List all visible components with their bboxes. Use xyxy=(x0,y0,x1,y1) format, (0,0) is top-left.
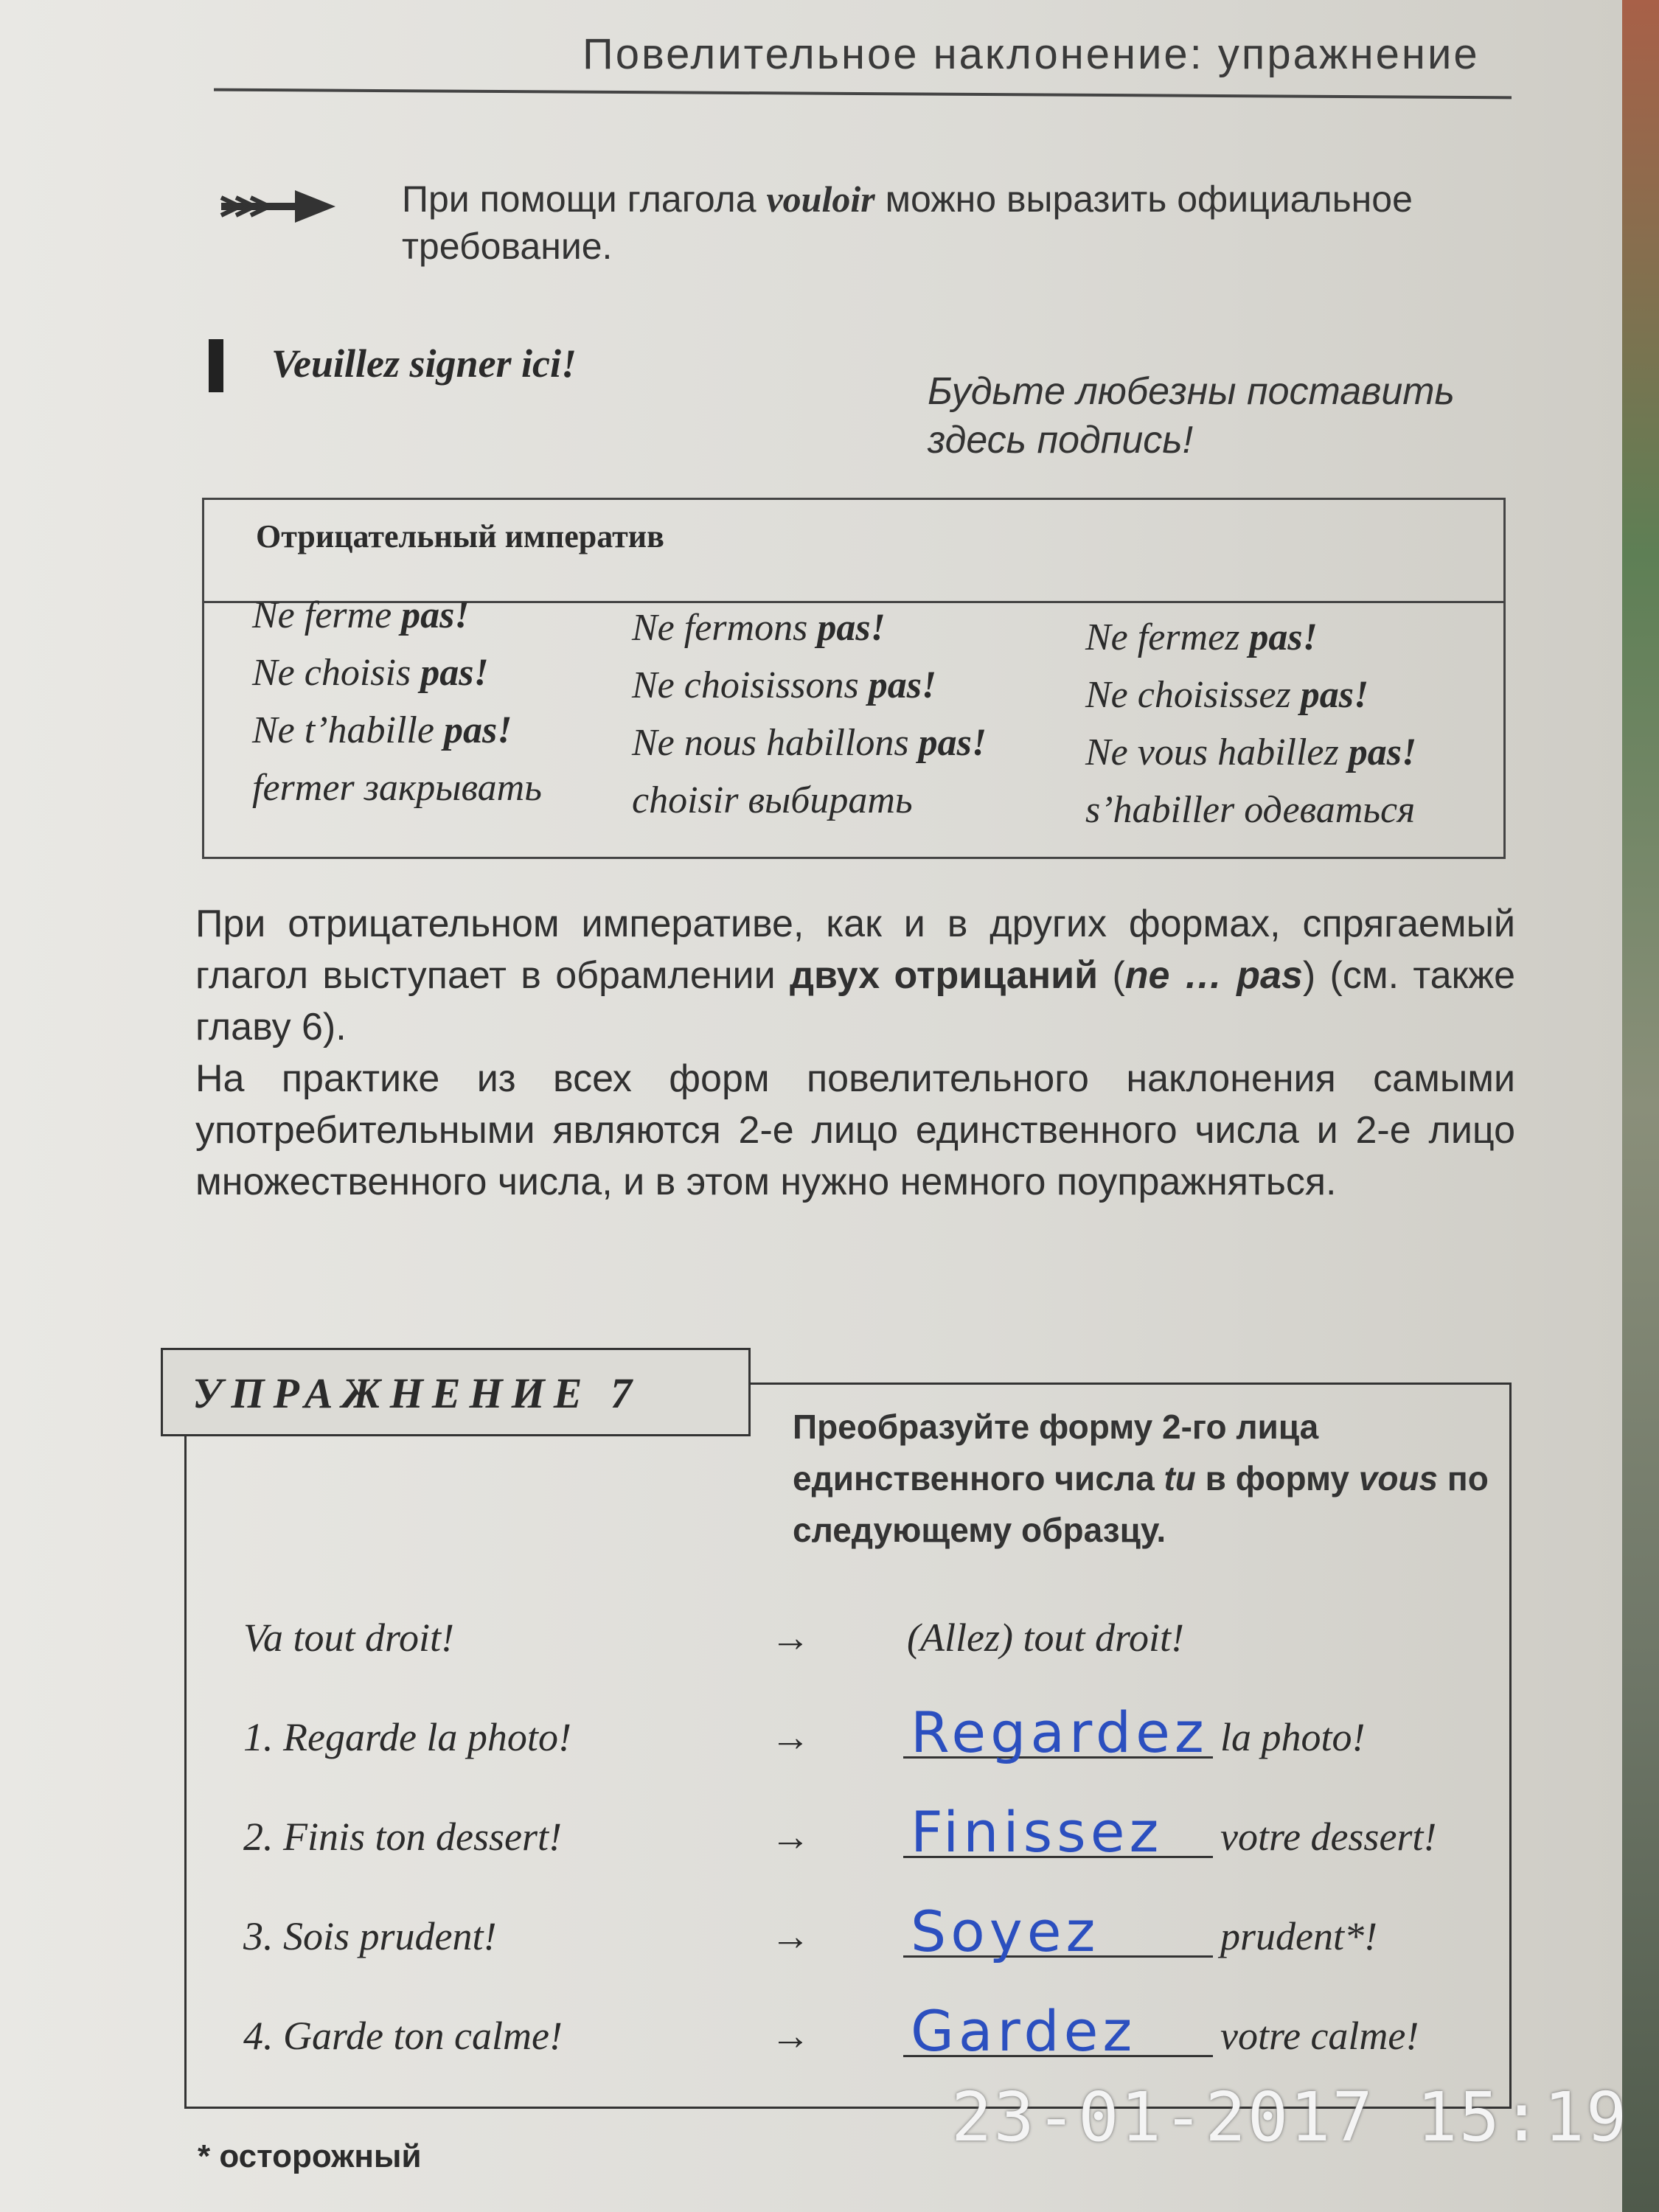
example-french: Veuillez signer ici! xyxy=(271,341,577,386)
background-edge xyxy=(1622,0,1659,2212)
table-cell: fermer закрывать xyxy=(252,767,542,809)
intro-verb: vouloir xyxy=(766,178,875,220)
exercise-row-3 xyxy=(243,1899,1497,1972)
exercise-tail: votre dessert! xyxy=(1220,1815,1437,1859)
table-cell: Ne fermons pas! xyxy=(632,607,886,649)
exercise-row-4 xyxy=(243,1998,1497,2072)
footnote: * осторожный xyxy=(198,2138,422,2174)
arrow-icon: → xyxy=(771,1615,810,1660)
arrow-icon: → xyxy=(771,1815,810,1859)
photo-timestamp: 23-01-2017 15:19 xyxy=(951,2078,1629,2157)
arrow-icon: → xyxy=(771,2014,810,2058)
body-paragraphs xyxy=(195,898,1515,1208)
arrow-pointer-icon xyxy=(214,184,339,229)
paragraph-2: На практике из всех форм повелительного наклонения самыми употребительными являются 2-е лицо единственного числа и 2-е лицо множественного числа, и в этом нужно немного поупражняться. xyxy=(195,1057,1515,1203)
exercise-title: УПРАЖНЕНИЕ 7 xyxy=(161,1348,751,1436)
table-cell: Ne nous habillons pas! xyxy=(632,722,987,764)
table-title: Отрицательный императив xyxy=(204,500,1503,603)
paragraph-1: При отрицательном императиве, как и в других формах, спрягаемый глагол выступает в обрамлении двух отрицаний (ne … pas) (см. также главу 6). xyxy=(195,902,1516,1048)
exercise-row-1 xyxy=(243,1700,1497,1773)
table-column-3 xyxy=(1085,609,1416,839)
model-source: Va tout droit! xyxy=(243,1615,455,1660)
table-cell: s’habiller одеваться xyxy=(1085,789,1416,831)
exercise-source: 2. Finis ton dessert! xyxy=(243,1815,562,1859)
page-header-title: Повелительное наклонение: упражнение xyxy=(582,30,1480,78)
exercise-model-row xyxy=(243,1615,1497,1674)
exercise-source: 3. Sois prudent! xyxy=(243,1914,497,1958)
exercise-tail: la photo! xyxy=(1220,1715,1366,1759)
intro-text-before: При помощи глагола xyxy=(402,178,767,220)
table-cell: Ne choisissons pas! xyxy=(632,664,937,706)
table-cell: Ne fermez pas! xyxy=(1085,616,1318,658)
table-column-2 xyxy=(632,599,987,830)
exercise-row-2 xyxy=(243,1799,1497,1873)
table-column-1 xyxy=(252,587,542,817)
model-answer: (Allez) tout droit! xyxy=(907,1615,1184,1660)
answer-blank[interactable]: Regardez xyxy=(903,1707,1213,1759)
exercise-source: 1. Regarde la photo! xyxy=(243,1715,571,1759)
example-russian: Будьте любезны поставить здесь подпись! xyxy=(928,370,1455,462)
table-cell: Ne choisissez pas! xyxy=(1085,674,1369,716)
exercise-source: 4. Garde ton calme! xyxy=(243,2014,563,2058)
answer-blank[interactable]: Finissez xyxy=(903,1806,1213,1858)
table-cell: Ne vous habillez pas! xyxy=(1085,731,1417,773)
answer-blank[interactable]: Gardez xyxy=(903,2006,1213,2057)
table-cell: Ne ferme pas! xyxy=(252,594,470,636)
exercise-tail: prudent*! xyxy=(1220,1914,1377,1958)
arrow-icon: → xyxy=(771,1715,810,1759)
exercise-instruction: Преобразуйте форму 2-го лица единственного числа tu в форму vous по следующему образцу. xyxy=(793,1408,1489,1549)
answer-blank[interactable]: Soyez xyxy=(903,1906,1213,1958)
exercise-tail: votre calme! xyxy=(1220,2014,1419,2058)
intro-note xyxy=(402,175,1515,270)
table-cell: choisir выбирать xyxy=(632,779,913,821)
negative-imperative-table xyxy=(202,498,1506,859)
table-cell: Ne t’habille pas! xyxy=(252,709,512,751)
intro-text-after: можно выразить официальное требование. xyxy=(402,178,1413,267)
example-marker xyxy=(209,339,223,392)
table-cell: Ne choisis pas! xyxy=(252,652,489,694)
arrow-icon: → xyxy=(771,1914,810,1958)
